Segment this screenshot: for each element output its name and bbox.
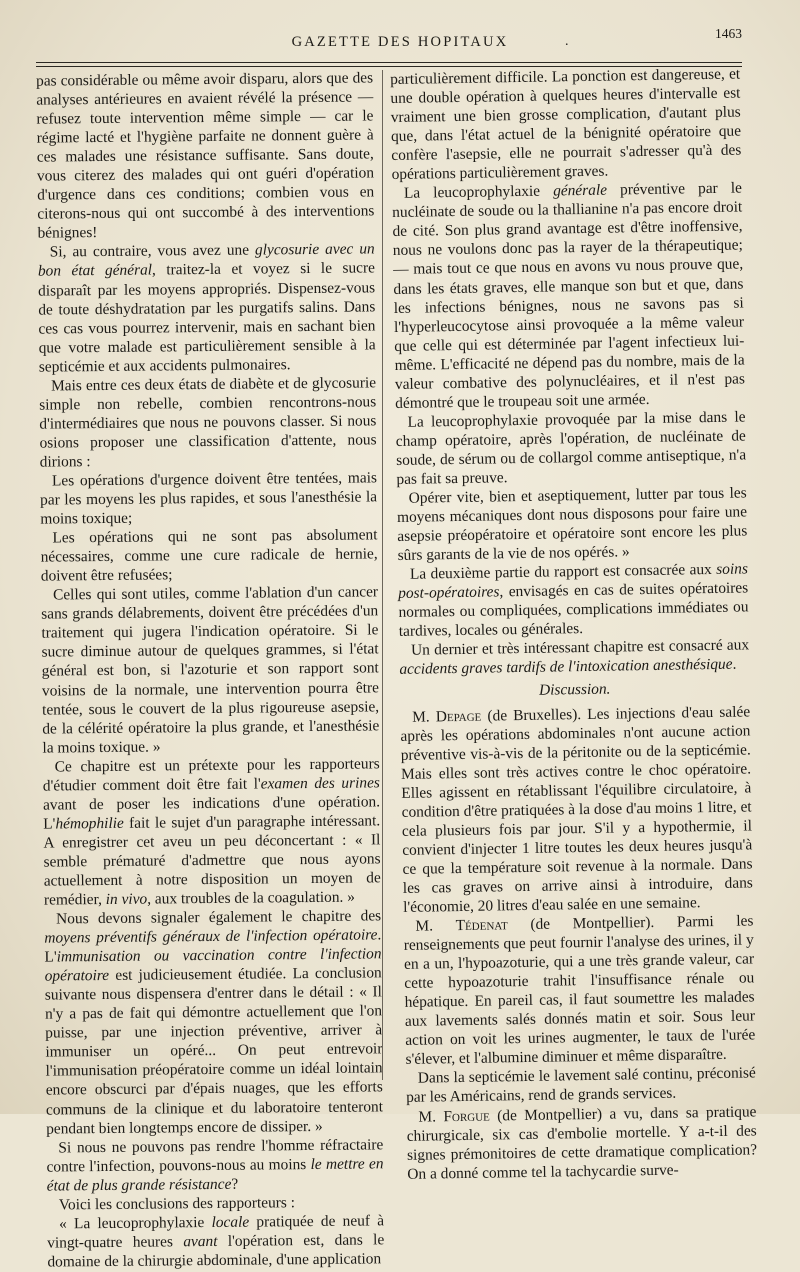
paragraph: Les opérations d'urgence doivent être tentées, mais par les moyens les plus rapides, et sous l'anesthésie la moins toxique; — [40, 469, 378, 528]
author-name: Depage — [435, 707, 482, 725]
text-run: , aux troubles de la coagulation. » — [147, 888, 355, 908]
text-run: ? — [231, 1175, 239, 1193]
italic-text: accidents graves tardifs de l'intoxication anesthésique — [399, 656, 733, 679]
running-title: GAZETTE DES HOPITAUX — [291, 34, 509, 50]
italic-text: soins post-opératoires — [398, 560, 749, 603]
paragraph: Mais entre ces deux états de diabète et de glycosurie simple non rebelle, combien rencontrons-nous d'intermédiaires que nous ne pouvons classer. Si nous osions proposer une classification d'attente, nous dirions : — [39, 374, 377, 471]
italic-text: locale — [211, 1213, 250, 1231]
italic-text: glycosurie avec un bon état général — [37, 240, 375, 281]
italic-text: examen des urines — [260, 774, 380, 793]
author-name: Tédenat — [455, 916, 508, 935]
text-run: M. — [418, 1107, 444, 1126]
italic-text: moyens préventifs généraux de l'infection opératoire — [44, 926, 378, 947]
right-column — [390, 65, 758, 1183]
italic-text: in vivo — [105, 890, 148, 909]
paragraph — [398, 560, 749, 642]
paragraph — [44, 906, 383, 1138]
text-run: préventive par le nucléinate de soude ou la thallianine n'a pas encore droit de cité. Son plus grand avantage est d'être inoffensive, nous ne voulons donc pas la rayer de la thérapeutique; — mais tout ce que nous en avons vu nous prouve que, dans les états graves, elle manque son but et que, dans les infections bénignes, nous ne savons pas si l'hyperleucocytose ainsi provoquée a la même valeur que celle qui est déterminée par l'agent infectieux lui-même. L'efficacité ne dépend pas du nombre, mais de la valeur combative des polynucléaires, et il n'est pas démontré que le troupeau soit une armée. — [392, 179, 746, 412]
text-run: La deuxième partie du rapport est consacrée aux — [409, 561, 717, 583]
text-run: (de Montpellier). Parmi les renseignements que peut fournir l'analyse des urines, il y en a un, l'hypoazoturie, qui a une très grande valeur, car cette hypoazoturie trahit l'insuffisance rénale ou hépatique. En pareil cas, il faut soumettre les malades aux lavements salés donnés matin et soir. Sous leur action on voit les urines augmenter, le taux de l'urée s'élever, et l'albumine diminuer et même disparaître. — [403, 912, 756, 1069]
italic-text: avant — [183, 1232, 218, 1251]
text-run: est judicieusement étudiée. La conclusion suivante nous dispensera d'entrer dans le détail : « Il n'y a pas de fait qui démontre actuellement que l'on puisse, par une injection préventive, arriver à immuniser un opéré... On peut entrevoir l'immunisation préopératoire comme un idéal lointain encore obscurci par d'épais nuages, que les efforts communs de la clinique et du laboratoire tenteront pendant bien longtemps encore de dissiper. » — [44, 964, 384, 1138]
text-run: Un dernier et très intéressant chapitre est consacré aux — [410, 636, 750, 660]
paragraph: Dans la septicémie le lavement salé continu, préconisé par les Américains, rend de grands services. — [406, 1064, 756, 1107]
text-run: Si, au contraire, vous avez une — [49, 241, 256, 261]
paragraph: Celles qui sont utiles, comme l'ablation d'un cancer sans grands délabrements, doivent être précédées d'un traitement qui jugera l'indication opératoire. Si le sucre diminue autour de quelques grammes, si l'état général est bon, si l'azoturie et son rapport sont voisins de la normale, une intervention pourra être tentée, sous le couvert de la plus rigoureuse asepsie, de la célérité opératoire la plus grande, et l'anesthésie la moins toxique. » — [41, 583, 380, 757]
paragraph — [406, 1102, 757, 1184]
paragraph — [47, 1211, 385, 1271]
text-run: , traitez-la et voyez si le sucre disparaît par les moyens appropriés. Dispensez-vous de toute déshydratation par les purgatifs salins. Dans ces cas vous pourrez intervenir, mais en sachant bien que votre malade est particulièrement sensible à la septicémie et aux accidents pulmonaires. — [38, 259, 376, 376]
text-run: . — [732, 656, 737, 674]
text-run: M. — [415, 917, 456, 935]
italic-text: immunisation ou vaccination contre l'infection opératoire — [44, 945, 382, 985]
paragraph — [392, 179, 746, 413]
text-run: avant de poser les indications d'une opération. L' — [42, 793, 381, 833]
text-run: La leucoprophylaxie — [403, 182, 554, 203]
text-run: . L' — [44, 926, 382, 966]
paragraph — [46, 1135, 384, 1195]
column-divider — [382, 70, 383, 1080]
paragraph — [38, 240, 376, 377]
italic-text: générale — [553, 181, 608, 200]
italic-text: le mettre en état de plus grande résistance — [46, 1155, 384, 1195]
text-run: , envisagés en cas de suites opératoires normales ou compliquées, complications immédiates ou tardives, locales ou générales. — [398, 579, 749, 641]
paragraph — [43, 754, 381, 910]
paragraph — [400, 702, 753, 917]
paragraph — [403, 911, 755, 1069]
header-dot: . — [565, 34, 569, 49]
text-run: pratiquée de neuf à vingt-quatre heures — [47, 1212, 385, 1252]
text-run: Ce chapitre est un prétexte pour les rapporteurs d'étudier comment doit être fait l' — [42, 755, 380, 795]
section-heading: Discussion. — [538, 680, 611, 699]
header-rule-thick — [36, 62, 742, 63]
text-run: l'opération est, dans le domaine de la chirurgie abdominale, d'une application — [47, 1231, 385, 1271]
paragraph: pas considérable ou même avoir disparu, alors que des analyses antérieures en avaient révélé la présence — refusez toute intervention même simple — car le régime lacté et l'hygiène parfaite ne donnent guère à ces malades une résistance suffisante. Sans doute, vous citerez des malades qui ont guéri d'opération d'urgence dans ces conditions; combien vous en citerons-nous qui ont succombé à des interventions bénignes! — [36, 69, 375, 242]
page-header — [0, 26, 800, 54]
paragraph: Les opérations qui ne sont pas absolument nécessaires, comme une cure radicale de hernie, doivent être refusées; — [40, 526, 378, 585]
page-number: 1463 — [715, 26, 742, 41]
text-run: (de Montpellier) a vu, dans sa pratique chirurgicale, six cas d'embolie mortelle. Y a-t-il des signes prémonitoires de cette dramatique complication? On a donné comme tel la tachycardie surve- — [406, 1102, 758, 1183]
text-run: Nous devons signaler également le chapitre des — [56, 907, 382, 928]
author-name: Forgue — [443, 1107, 490, 1125]
paragraph: Voici les conclusions des rapporteurs : — [58, 1193, 296, 1214]
italic-text: hémophilie — [55, 814, 124, 833]
text-run: M. — [412, 707, 436, 726]
text-run: Si nous ne pouvons pas rendre l'homme réfractaire contre l'infection, pouvons-nous au moins — [46, 1135, 384, 1176]
text-run: fait le sujet d'un paragraphe intéressant. A enregistrer cet aveu un peu déconcertant : « Il semble prématuré d'admettre que nous ayons actuellement à notre disposition un moyen de remédier, — [43, 812, 381, 909]
paragraph: La leucoprophylaxie provoquée par la mise dans le champ opératoire, après l'opération, de nucléinate de soude, de sérum ou de collargol comme antiseptique, n'a pas fait sa preuve. — [395, 408, 747, 488]
text-run: « La leucoprophylaxie — [58, 1213, 212, 1233]
paragraph: particulièrement difficile. La ponction est dangereuse, et une double opération à quelques heures d'intervalle est vraiment une bien grosse complication, d'autant plus que, dans l'état actuel de la bénignité opératoire que confère l'asepsie, elle ne pourrait s'adresser qu'à des opérations particulièrement graves. — [390, 65, 742, 184]
left-column — [36, 68, 385, 1271]
paragraph — [399, 636, 750, 680]
paragraph: Opérer vite, bien et aseptiquement, lutter par tous les moyens mécaniques dont nous disposons pour faire une asepsie préopératoire et opératoire sont encore les plus sûrs garants de la vie de nos opérés. » — [396, 484, 748, 565]
text-run: (de Bruxelles). Les injections d'eau salée après les opérations abdominales n'ont aucune action préventive vis-à-vis de la péritonite ou de la septicémie. Mais elles sont très actives contre le choc opératoire. Elles agissent en rétablissant l'équilibre circulatoire, à condition d'être pratiquées à la dose d'au moins 1 litre, et cela plusieurs fois par jour. S'il y a hypothermie, il convient d'injecter 1 litre toutes les deux heures jusqu'à ce que la température soit revenue à la normale. Dans les cas graves on arrive ainsi à introduire, dans l'économie, 20 litres d'eau salée en une semaine. — [400, 702, 753, 916]
